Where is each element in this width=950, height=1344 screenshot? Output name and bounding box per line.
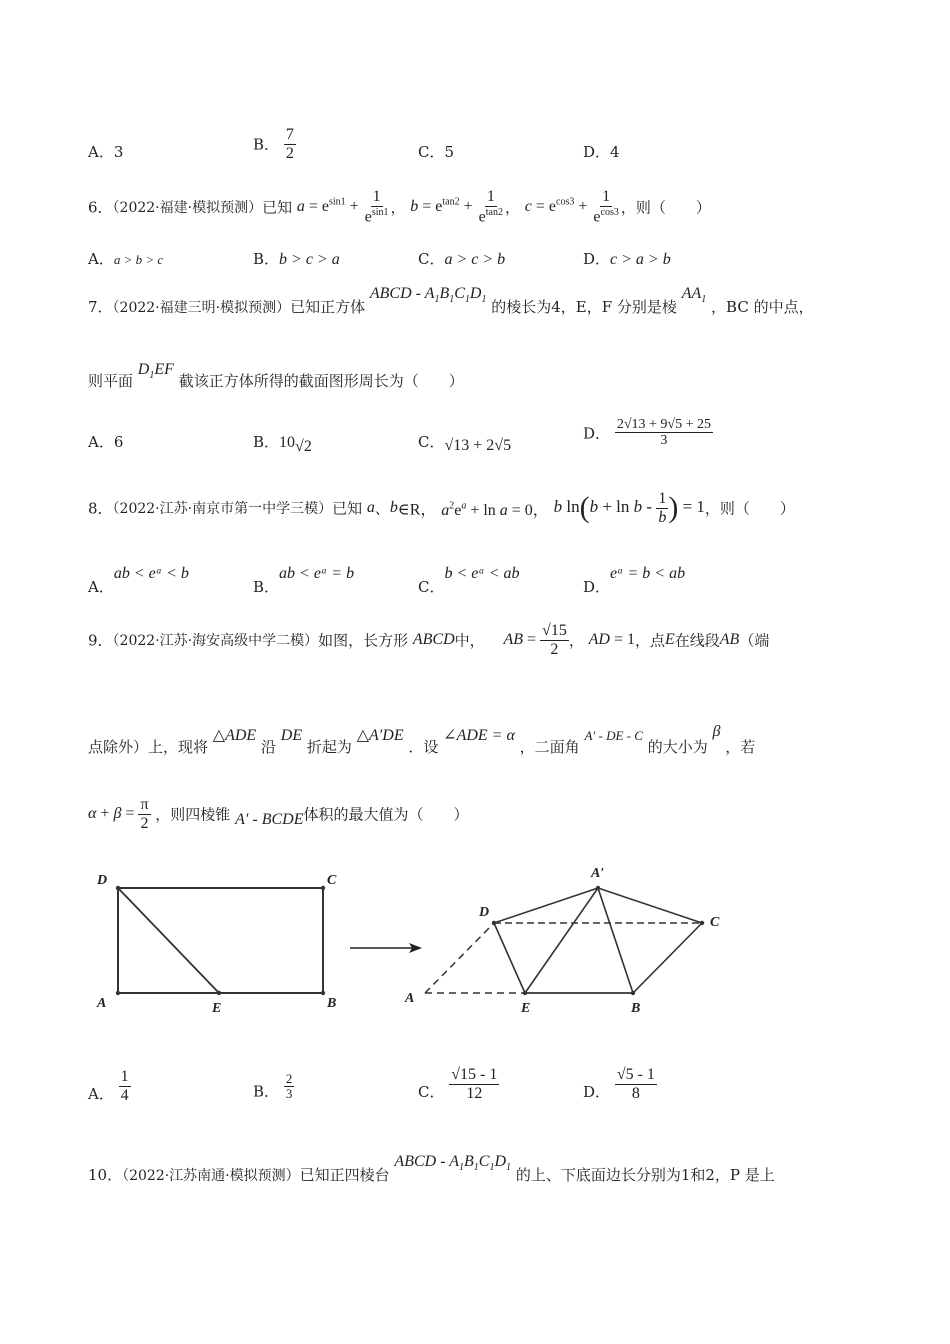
label-a-left: A — [97, 996, 107, 1011]
label-d-right: D — [479, 905, 490, 920]
q5-option-c: C．5 — [418, 143, 455, 161]
q9-stem-line2: 点除外）上，现将 △ADE 沿 DE 折起为 △A′DE ．设 ∠ADE = α ，二面角 A′ - DE - C 的大小为 β ，若 — [88, 723, 756, 756]
q5-option-d: D．4 — [583, 143, 620, 161]
q6-stem: 6．（2022·福建·模拟预测）已知 $a = e^{sin1}$ + $\frac{1}{e^{sin1}}$ ， $b = e^{tan2}$ + $\frac{1}{e^{tan2}}$ ， $c = e^{cos3}$ + $\frac{1}{e^{cos3}}$ ，则（ ） — [88, 188, 711, 225]
q7-option-b: B．10√2 — [253, 433, 312, 455]
label-b-right: B — [631, 1001, 641, 1016]
q7-option-c: C．√13 + 2√5 — [418, 433, 512, 454]
q8-stem: 8．（2022·江苏·南京市第一中学三模）已知 a、b∈R， $a^2e^a + \ln a = 0$， b ln(b + ln b - $\frac{1}{b}$ ) = 1，则（ ） — [88, 490, 795, 526]
q7-stem-line1: 7．（2022·福建三明·模拟预测）已知正方体 ABCD - $A_1B_1C_1D_1$ 的棱长为4，E，F 分别是棱 $AA_1$ ，BC 的中点， — [88, 285, 814, 316]
q9-option-d: D． $\frac{√5 - 1}{8}$ — [583, 1066, 655, 1102]
q9-option-b: B． $\frac{2}{3}$ — [253, 1071, 293, 1102]
label-e-right: E — [521, 1001, 531, 1016]
q6-option-b: B．b > c > a — [253, 250, 340, 268]
q7-option-a: A．6 — [88, 433, 124, 451]
label-a-right: A — [405, 991, 415, 1006]
q7-stem-line2: 则平面 $D_1EF$ 截该正方体所得的截面图形周长为（ ） — [88, 361, 464, 390]
q5-option-a: A．3 — [88, 143, 124, 161]
label-d-left: D — [97, 873, 108, 888]
q9-figure — [85, 860, 745, 1030]
label-c-right: C — [710, 915, 720, 930]
q9-option-a: A． $\frac{1}{4}$ — [88, 1068, 129, 1104]
q9-stem-line3: α + β = $\frac{\pi}{2}$ ，则四棱锥 A′ - BCDE体积的最大值为（ ） — [88, 796, 469, 832]
q8-option-d: D．eᵃ = b < ab — [583, 565, 686, 596]
label-b-left: B — [327, 996, 337, 1011]
rectangle-abcd — [116, 886, 325, 995]
q6-option-c: C．a > c > b — [418, 250, 506, 268]
q6-option-d: D．c > a > b — [583, 250, 671, 268]
q6-option-a: A．a > b > c — [88, 250, 164, 268]
q10-stem: 10．（2022·江苏南通·模拟预测）已知正四棱台 ABCD - $A_1B_1C_1D_1$ 的上、下底面边长分别为1和2，P 是上 — [88, 1153, 775, 1184]
q5-option-b: B． $\frac{7}{2}$ — [253, 126, 294, 162]
q9-stem-line1: 9．（2022·江苏·海安高级中学二模）如图，长方形 ABCD中， AB = $\frac{√15}{2}$ ， AD = 1，点E在线段AB（端 — [88, 622, 770, 658]
q8-option-c: C．b < eᵃ < ab — [418, 565, 520, 596]
q9-option-c: C． $\frac{√15 - 1}{12}$ — [418, 1066, 498, 1102]
q8-option-b: B．ab < eᵃ = b — [253, 565, 355, 596]
label-c-left: C — [327, 873, 337, 888]
fold-arrow — [350, 943, 422, 953]
q7-option-d: D． $\frac{2√13 + 9√5 + 25}{3}$ — [583, 417, 711, 449]
label-e-left: E — [212, 1001, 222, 1016]
folded-pyramid — [425, 886, 704, 995]
label-a-prime: A′ — [591, 866, 605, 881]
q8-option-a: A．ab < eᵃ < b — [88, 565, 189, 596]
